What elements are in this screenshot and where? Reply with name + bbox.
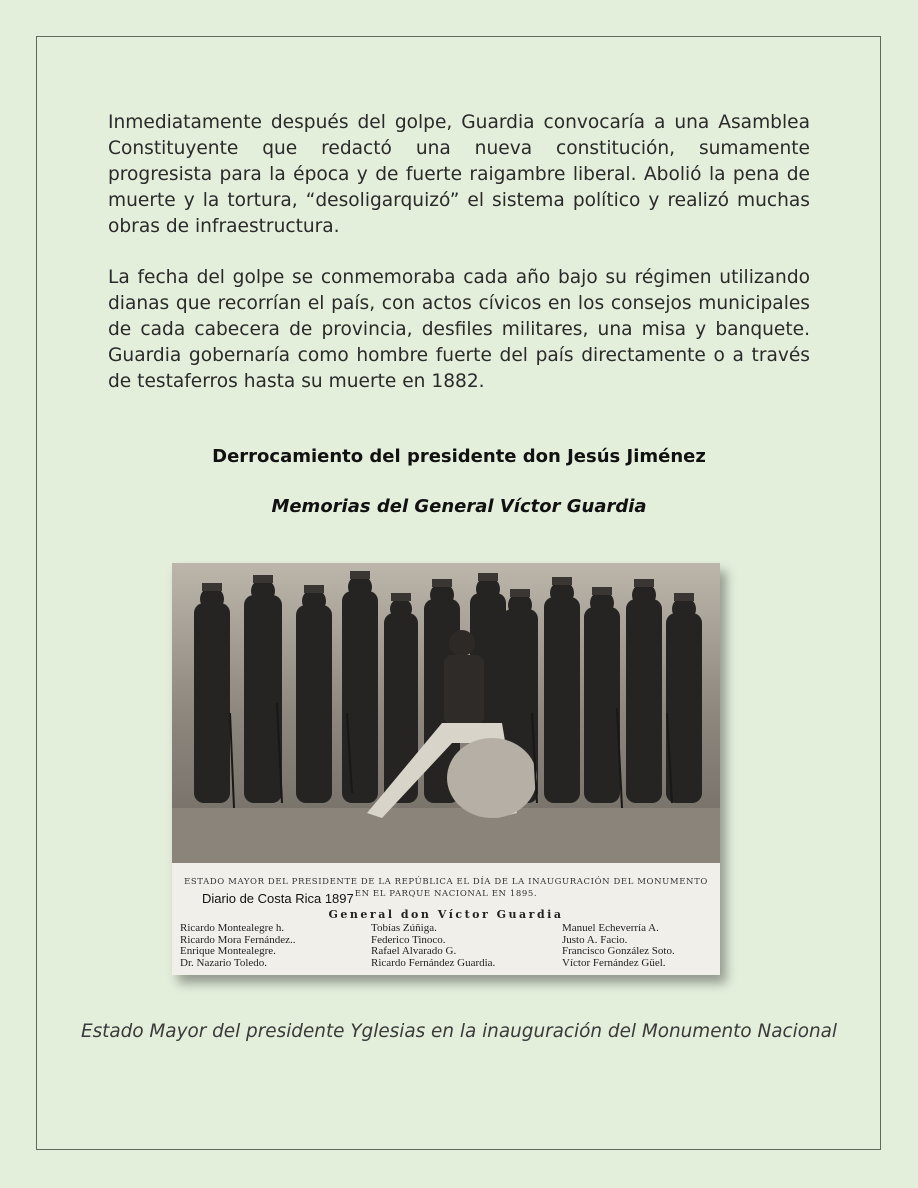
name-entry: Justo A. Facio. — [562, 933, 628, 946]
name-entry: Ricardo Fernández Guardia. — [371, 956, 496, 969]
name-entry: Manuel Echeverría A. — [562, 922, 659, 934]
name-entry: Ricardo Montealegre h. — [180, 922, 285, 934]
name-entry: Ricardo Mora Fernández.. — [180, 933, 296, 946]
figure-caption: Estado Mayor del presidente Yglesias en la inauguración del Monumento Nacional — [80, 1021, 838, 1042]
paragraph-1: Inmediatamente después del golpe, Guardia convocaría a una Asamblea Constituyente que redactó una nueva constitución, sumamente progresista para la época y de fuerte raigambre liberal. Abolió la pena de muerte y la tortura, “desoligarquizó” el sistema político y realizó muchas obras de infraestructura. — [108, 112, 810, 237]
name-entry: Rafael Alvarado G. — [371, 945, 457, 957]
name-entry: Víctor Fernández Güel. — [562, 956, 666, 969]
name-entry: Dr. Nazario Toledo. — [180, 956, 268, 969]
names-column-1 — [180, 923, 295, 969]
photo-general-line: General don Víctor Guardia — [328, 908, 564, 921]
paragraph-2: La fecha del golpe se conmemoraba cada año bajo su régimen utilizando dianas que recorrían el país, con actos cívicos en los consejos municipales de cada cabecera de provincia, desfiles militares, una misa y banquete. Guardia gobernaría como hombre fuerte del país directamente o a través de testaferros hasta su muerte en 1882. — [108, 267, 810, 392]
historical-photo — [172, 563, 720, 975]
names-column-2 — [371, 923, 495, 969]
name-entry: Federico Tinoco. — [371, 933, 446, 946]
photo-source-label: Diario de Costa Rica 1897 — [202, 891, 354, 906]
name-entry: Tobías Zúñiga. — [371, 922, 437, 934]
section-subheading: Memorias del General Víctor Guardia — [271, 496, 647, 517]
section-heading: Derrocamiento del presidente don Jesús Jiménez — [212, 446, 706, 467]
names-column-3 — [562, 923, 675, 969]
photo-caption-title: ESTADO MAYOR DEL PRESIDENTE DE LA REPÚBLICA EL DÍA DE LA INAUGURACIÓN DEL MONUMENTO EN EL PARQUE NACIONAL EN 1895. — [184, 877, 708, 899]
name-entry: Francisco González Soto. — [562, 945, 675, 957]
name-entry: Enrique Montealegre. — [180, 945, 276, 957]
